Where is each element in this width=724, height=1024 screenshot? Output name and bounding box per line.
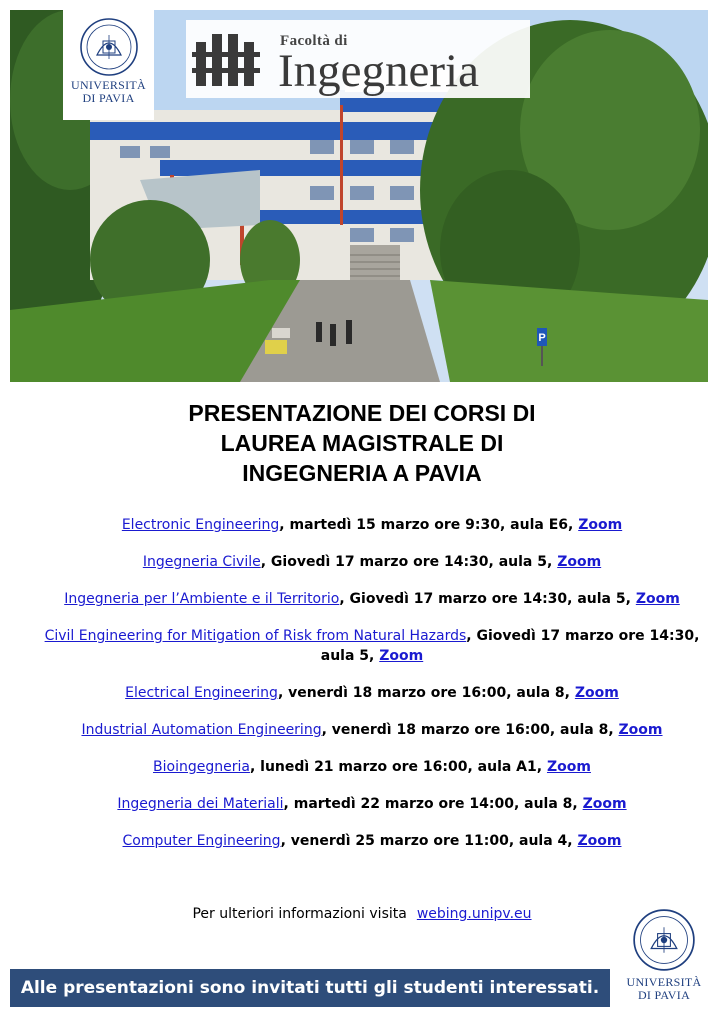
zoom-link[interactable]: Zoom	[546, 759, 591, 775]
website-link[interactable]: webing.unipv.eu	[416, 906, 532, 922]
university-name-line2: DI PAVIA	[82, 91, 135, 105]
faculty-big-label: Ingegneria	[278, 45, 479, 97]
course-details: , Giovedì 17 marzo ore 14:30, aula 5,	[260, 554, 558, 570]
course-details: , lunedì 21 marzo ore 16:00, aula A1,	[249, 759, 547, 775]
zoom-link[interactable]: Zoom	[379, 648, 424, 664]
university-name-line1: UNIVERSITÀ	[626, 975, 702, 989]
course-details: , venerdì 18 marzo ore 16:00, aula 8,	[277, 685, 575, 701]
course-link[interactable]: Ingegneria per l’Ambiente e il Territorio	[64, 591, 340, 607]
course-list	[40, 515, 704, 868]
parking-sign: P	[538, 332, 546, 344]
course-details: , martedì 15 marzo ore 9:30, aula E6,	[279, 517, 579, 533]
course-link[interactable]: Computer Engineering	[122, 833, 281, 849]
course-item	[40, 683, 704, 703]
page-title	[0, 398, 724, 488]
course-link[interactable]: Electronic Engineering	[121, 517, 280, 533]
university-logo	[63, 10, 154, 120]
course-item	[40, 831, 704, 851]
course-item	[40, 720, 704, 740]
zoom-link[interactable]: Zoom	[618, 722, 663, 738]
course-item	[40, 626, 704, 666]
course-details: , Giovedì 17 marzo ore 14:30, aula 5,	[339, 591, 636, 607]
course-link[interactable]: Ingegneria dei Materiali	[117, 796, 284, 812]
university-seal-icon	[79, 17, 139, 77]
course-item	[40, 589, 704, 609]
zoom-link[interactable]: Zoom	[574, 685, 619, 701]
info-line	[0, 904, 724, 924]
zoom-link[interactable]: Zoom	[582, 796, 627, 812]
zoom-link[interactable]: Zoom	[578, 517, 623, 533]
title-line-3: INGEGNERIA A PAVIA	[242, 460, 482, 486]
course-item	[40, 515, 704, 535]
university-logo-bottom	[620, 908, 708, 1002]
footer-banner: Alle presentazioni sono invitati tutti gli studenti interessati.	[10, 969, 610, 1007]
course-item	[40, 757, 704, 777]
faculty-small-label: Facoltà di	[280, 33, 348, 49]
university-name-line1: UNIVERSITÀ	[71, 78, 146, 92]
hero-photo	[10, 10, 708, 382]
course-item	[40, 794, 704, 814]
zoom-link[interactable]: Zoom	[577, 833, 622, 849]
title-line-1: PRESENTAZIONE DEI CORSI DI	[188, 400, 536, 426]
course-link[interactable]: Civil Engineering for Mitigation of Risk from Natural Hazards	[44, 628, 467, 644]
faculty-banner	[186, 20, 530, 98]
title-line-2: LAUREA MAGISTRALE DI	[220, 430, 504, 456]
course-link[interactable]: Electrical Engineering	[125, 685, 278, 701]
course-details: , martedì 22 marzo ore 14:00, aula 8,	[283, 796, 583, 812]
course-details: , venerdì 18 marzo ore 16:00, aula 8,	[321, 722, 619, 738]
university-name-line2: DI PAVIA	[637, 988, 691, 1002]
info-text: Per ulteriori informazioni visita	[192, 906, 407, 922]
zoom-link[interactable]: Zoom	[635, 591, 680, 607]
course-link[interactable]: Bioingegneria	[153, 759, 250, 775]
course-details: , Giovedì 17 marzo ore 14:30, aula 5,	[320, 628, 700, 664]
course-link[interactable]: Industrial Automation Engineering	[81, 722, 322, 738]
course-item	[40, 552, 704, 572]
course-details: , venerdì 25 marzo ore 11:00, aula 4,	[280, 833, 578, 849]
course-link[interactable]: Ingegneria Civile	[142, 554, 261, 570]
university-seal-icon	[632, 908, 696, 972]
faculty-building-icon	[192, 30, 272, 86]
zoom-link[interactable]: Zoom	[557, 554, 602, 570]
